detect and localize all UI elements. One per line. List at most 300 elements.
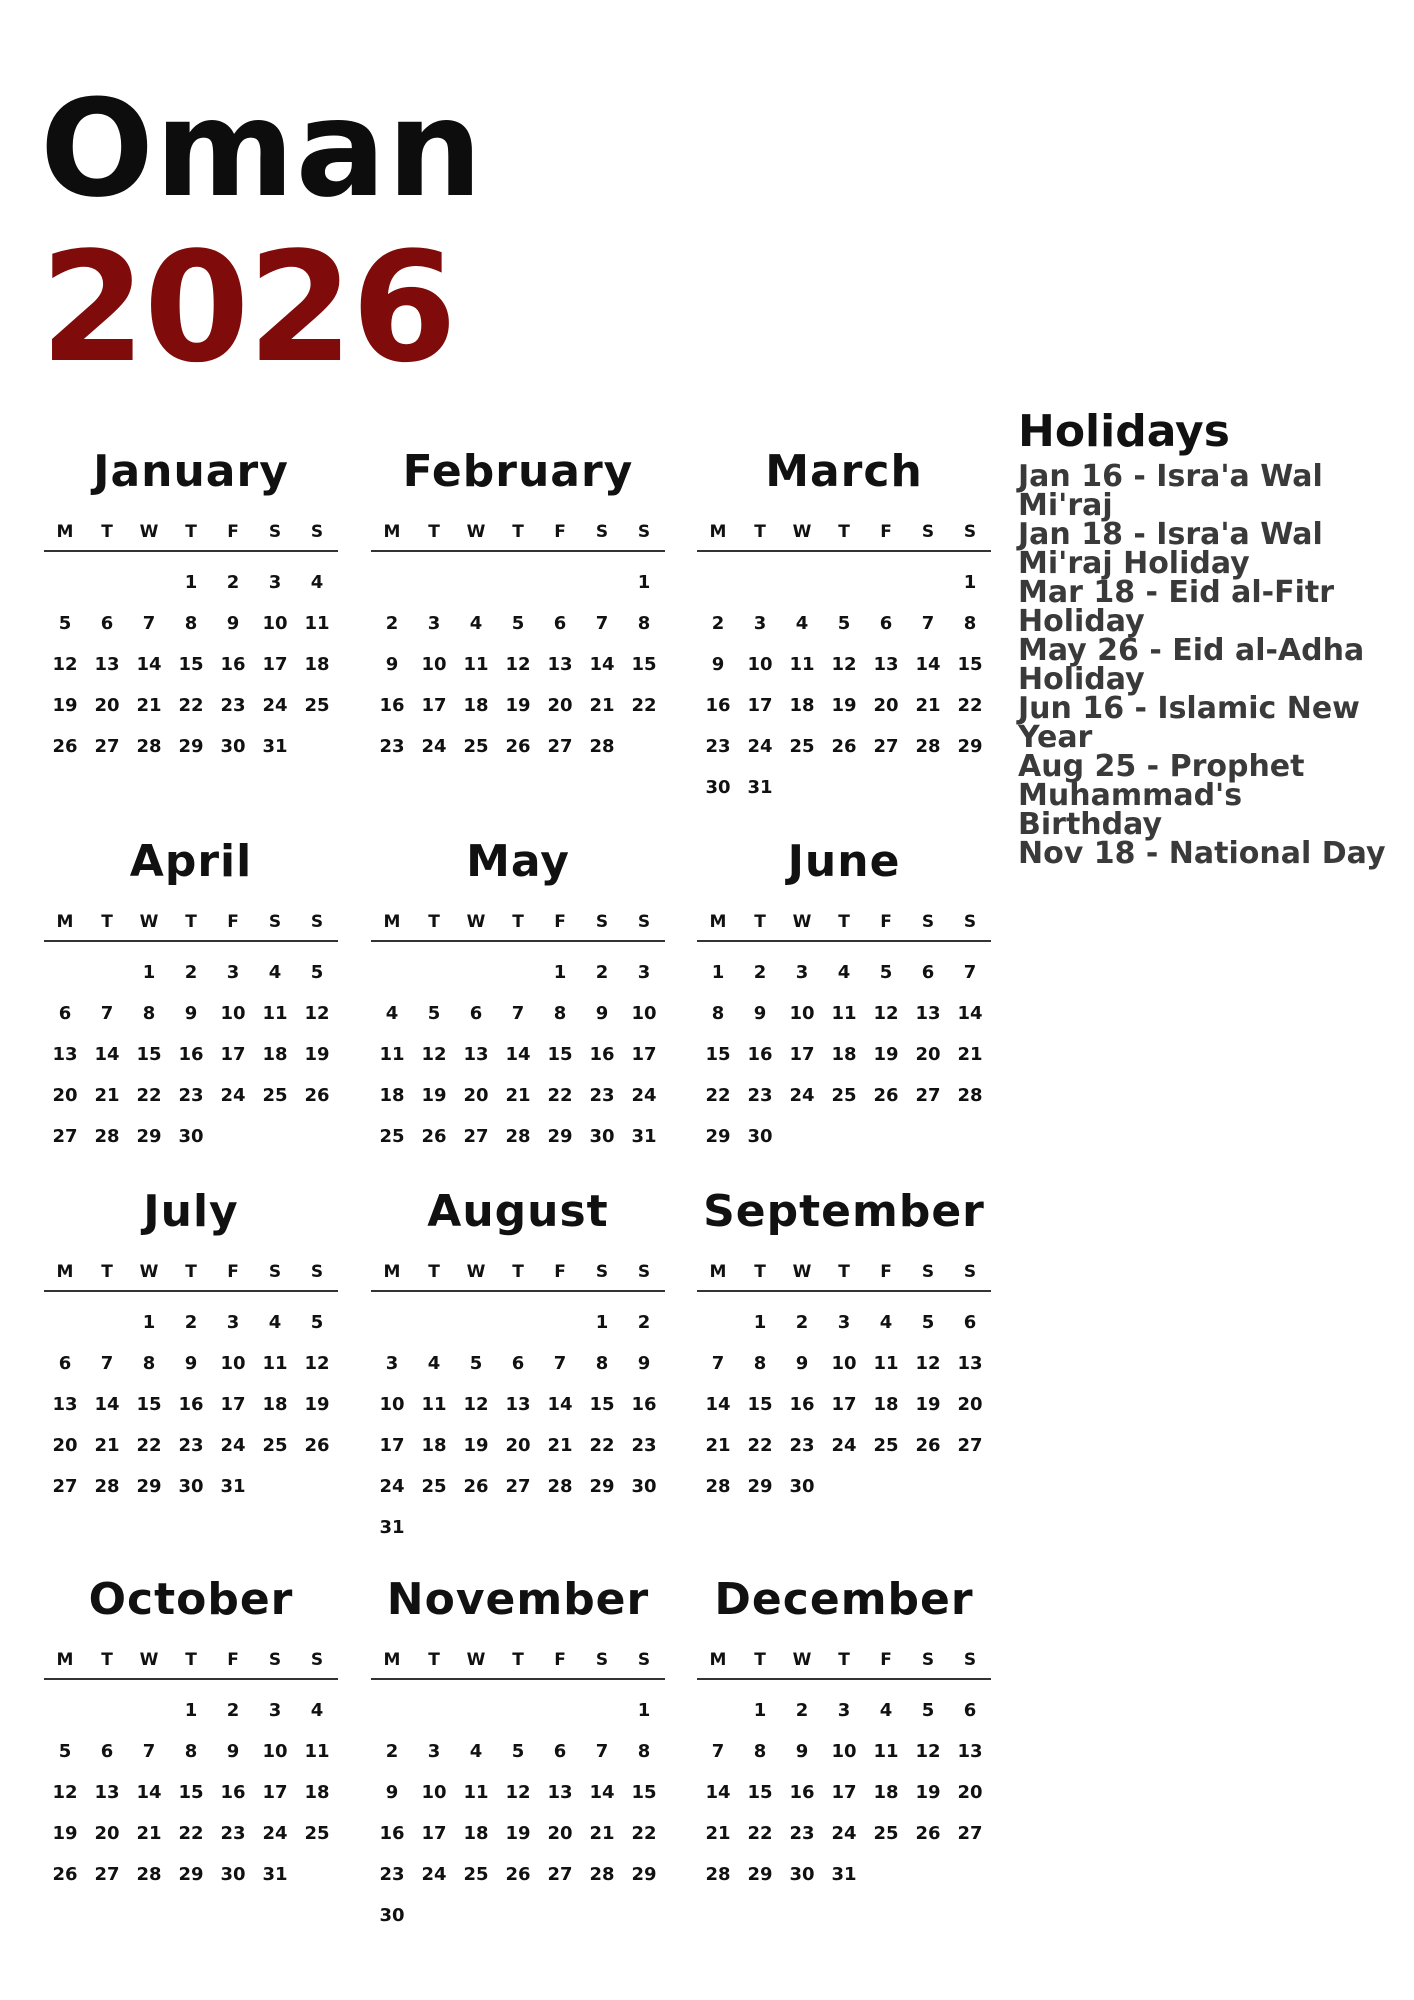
day-cell: 21: [589, 695, 615, 716]
weekday-label: M: [383, 912, 401, 932]
day-cell: 12: [873, 1003, 899, 1024]
day-cell: 27: [94, 736, 120, 757]
day-cell: 10: [421, 654, 447, 675]
weekday-label: F: [554, 1650, 566, 1670]
day-cell: 2: [226, 572, 240, 593]
empty-cell: [497, 952, 539, 993]
empty-cell: [455, 562, 497, 603]
day-cell: 1: [753, 1700, 767, 1721]
weekday-label: T: [101, 1650, 113, 1670]
day-cell: 16: [220, 654, 246, 675]
weekday-label: T: [838, 912, 850, 932]
day-cell: 27: [547, 736, 573, 757]
day-cell: 22: [747, 1435, 773, 1456]
day-cell: 1: [184, 572, 198, 593]
day-cell: 5: [310, 1312, 324, 1333]
day-cell: 15: [705, 1044, 731, 1065]
day-cell: 8: [142, 1003, 156, 1024]
day-cell: 20: [94, 695, 120, 716]
day-cell: 24: [421, 1864, 447, 1885]
day-cell: 17: [631, 1044, 657, 1065]
month-november: [371, 1574, 665, 1936]
day-cell: 21: [136, 1823, 162, 1844]
day-grid: [697, 952, 991, 1157]
day-cell: 20: [94, 1823, 120, 1844]
month-name: March: [765, 446, 923, 497]
day-cell: 25: [379, 1126, 405, 1147]
day-cell: 4: [268, 1312, 282, 1333]
weekday-label: F: [554, 522, 566, 542]
weekday-label: S: [268, 522, 282, 542]
day-cell: 6: [963, 1312, 977, 1333]
weekday-label: F: [227, 1650, 239, 1670]
year-title: 2026: [40, 219, 456, 396]
weekday-label: S: [963, 1262, 977, 1282]
weekday-label: W: [139, 1262, 159, 1282]
day-cell: 12: [52, 1782, 78, 1803]
empty-cell: [44, 562, 86, 603]
day-cell: 1: [963, 572, 977, 593]
weekday-label: S: [637, 1650, 651, 1670]
weekday-label: S: [921, 522, 935, 542]
day-cell: 7: [595, 613, 609, 634]
day-cell: 4: [310, 572, 324, 593]
weekday-label: T: [185, 1262, 197, 1282]
day-cell: 17: [831, 1394, 857, 1415]
day-cell: 22: [589, 1435, 615, 1456]
weekday-label: M: [709, 912, 727, 932]
weekday-header: [371, 912, 665, 942]
day-cell: 8: [142, 1353, 156, 1374]
day-cell: 7: [711, 1741, 725, 1762]
day-cell: 17: [262, 654, 288, 675]
weekday-label: T: [185, 1650, 197, 1670]
day-cell: 9: [226, 613, 240, 634]
weekday-label: W: [466, 522, 486, 542]
holidays-panel: [1018, 406, 1388, 871]
month-july: [44, 1186, 338, 1507]
empty-cell: [44, 1302, 86, 1343]
weekday-label: F: [554, 1262, 566, 1282]
empty-cell: [413, 1302, 455, 1343]
day-cell: 29: [178, 736, 204, 757]
day-cell: 10: [421, 1782, 447, 1803]
day-cell: 29: [957, 736, 983, 757]
day-cell: 2: [184, 962, 198, 983]
weekday-label: W: [466, 912, 486, 932]
holidays-title: Holidays: [1018, 406, 1230, 457]
empty-cell: [413, 952, 455, 993]
day-cell: 27: [547, 1864, 573, 1885]
day-cell: 29: [178, 1864, 204, 1885]
day-cell: 9: [226, 1741, 240, 1762]
day-cell: 10: [379, 1394, 405, 1415]
weekday-header: [697, 912, 991, 942]
weekday-label: T: [838, 1650, 850, 1670]
day-cell: 11: [262, 1003, 288, 1024]
day-cell: 28: [547, 1476, 573, 1497]
holiday-item: Jan 16 - Isra'a Wal Mi'raj: [1018, 459, 1323, 523]
day-cell: 15: [589, 1394, 615, 1415]
day-cell: 22: [747, 1823, 773, 1844]
weekday-label: T: [185, 522, 197, 542]
day-cell: 19: [831, 695, 857, 716]
day-cell: 7: [100, 1003, 114, 1024]
weekday-label: F: [227, 522, 239, 542]
day-cell: 2: [595, 962, 609, 983]
weekday-label: S: [268, 1650, 282, 1670]
empty-cell: [128, 1690, 170, 1731]
empty-cell: [497, 1690, 539, 1731]
weekday-label: M: [709, 1650, 727, 1670]
empty-cell: [371, 1690, 413, 1731]
day-cell: 14: [136, 1782, 162, 1803]
weekday-label: T: [428, 522, 440, 542]
day-cell: 19: [421, 1085, 447, 1106]
day-cell: 13: [547, 1782, 573, 1803]
day-cell: 27: [52, 1476, 78, 1497]
day-cell: 16: [379, 1823, 405, 1844]
day-cell: 25: [873, 1823, 899, 1844]
day-cell: 27: [463, 1126, 489, 1147]
day-cell: 6: [58, 1353, 72, 1374]
weekday-label: W: [139, 1650, 159, 1670]
day-cell: 19: [915, 1782, 941, 1803]
day-cell: 25: [789, 736, 815, 757]
day-cell: 14: [94, 1394, 120, 1415]
weekday-label: M: [383, 1650, 401, 1670]
holiday-item: Mar 18 - Eid al-Fitr Holiday: [1018, 575, 1335, 639]
day-cell: 4: [879, 1312, 893, 1333]
weekday-label: S: [637, 1262, 651, 1282]
day-cell: 12: [463, 1394, 489, 1415]
day-cell: 4: [385, 1003, 399, 1024]
month-name: April: [129, 836, 253, 887]
day-cell: 30: [631, 1476, 657, 1497]
day-cell: 28: [915, 736, 941, 757]
day-cell: 11: [421, 1394, 447, 1415]
empty-cell: [539, 562, 581, 603]
weekday-label: S: [637, 522, 651, 542]
weekday-label: T: [101, 912, 113, 932]
day-cell: 1: [184, 1700, 198, 1721]
day-cell: 7: [511, 1003, 525, 1024]
day-cell: 11: [873, 1741, 899, 1762]
weekday-header: [44, 1650, 338, 1680]
empty-cell: [44, 1690, 86, 1731]
day-cell: 16: [379, 695, 405, 716]
empty-cell: [86, 1302, 128, 1343]
day-cell: 14: [915, 654, 941, 675]
empty-cell: [581, 1690, 623, 1731]
day-cell: 3: [427, 1741, 441, 1762]
weekday-label: W: [792, 912, 812, 932]
day-cell: 5: [879, 962, 893, 983]
day-cell: 20: [505, 1435, 531, 1456]
day-cell: 26: [915, 1823, 941, 1844]
weekday-label: T: [512, 522, 524, 542]
day-cell: 26: [505, 1864, 531, 1885]
day-cell: 17: [262, 1782, 288, 1803]
day-cell: 6: [100, 1741, 114, 1762]
day-cell: 28: [957, 1085, 983, 1106]
day-cell: 11: [789, 654, 815, 675]
day-cell: 28: [589, 1864, 615, 1885]
day-cell: 6: [553, 613, 567, 634]
day-cell: 23: [747, 1085, 773, 1106]
day-cell: 9: [595, 1003, 609, 1024]
month-april: [44, 836, 338, 1157]
weekday-label: T: [101, 522, 113, 542]
day-grid: [697, 562, 991, 808]
day-cell: 27: [52, 1126, 78, 1147]
day-cell: 15: [631, 654, 657, 675]
weekday-label: T: [428, 1650, 440, 1670]
day-cell: 26: [505, 736, 531, 757]
weekday-label: S: [268, 1262, 282, 1282]
day-cell: 16: [789, 1782, 815, 1803]
day-cell: 8: [711, 1003, 725, 1024]
day-cell: 20: [547, 695, 573, 716]
day-cell: 13: [52, 1394, 78, 1415]
day-cell: 22: [178, 1823, 204, 1844]
empty-cell: [86, 1690, 128, 1731]
day-cell: 17: [789, 1044, 815, 1065]
day-cell: 19: [304, 1044, 330, 1065]
empty-cell: [371, 562, 413, 603]
day-cell: 3: [268, 1700, 282, 1721]
day-cell: 24: [631, 1085, 657, 1106]
day-cell: 23: [178, 1085, 204, 1106]
day-cell: 28: [705, 1864, 731, 1885]
empty-cell: [455, 1302, 497, 1343]
month-january: [44, 446, 338, 767]
day-cell: 10: [220, 1003, 246, 1024]
weekday-label: S: [921, 912, 935, 932]
day-cell: 16: [789, 1394, 815, 1415]
day-cell: 8: [753, 1741, 767, 1762]
day-cell: 21: [957, 1044, 983, 1065]
day-cell: 28: [94, 1476, 120, 1497]
day-cell: 16: [178, 1044, 204, 1065]
day-cell: 13: [94, 1782, 120, 1803]
day-cell: 7: [142, 1741, 156, 1762]
empty-cell: [86, 562, 128, 603]
day-cell: 19: [52, 695, 78, 716]
day-grid: [371, 562, 665, 767]
day-cell: 30: [789, 1864, 815, 1885]
day-cell: 3: [795, 962, 809, 983]
day-cell: 23: [789, 1435, 815, 1456]
day-cell: 9: [711, 654, 725, 675]
day-cell: 14: [547, 1394, 573, 1415]
day-grid: [697, 1690, 991, 1895]
weekday-label: M: [709, 1262, 727, 1282]
weekday-header: [44, 522, 338, 552]
day-cell: 25: [304, 695, 330, 716]
day-cell: 28: [589, 736, 615, 757]
day-cell: 7: [100, 1353, 114, 1374]
day-cell: 8: [963, 613, 977, 634]
month-name: September: [703, 1186, 985, 1237]
day-cell: 4: [795, 613, 809, 634]
day-cell: 11: [262, 1353, 288, 1374]
day-cell: 27: [957, 1823, 983, 1844]
day-cell: 18: [379, 1085, 405, 1106]
day-cell: 17: [831, 1782, 857, 1803]
month-february: [371, 446, 665, 767]
day-cell: 3: [226, 1312, 240, 1333]
day-cell: 23: [220, 1823, 246, 1844]
day-cell: 12: [505, 1782, 531, 1803]
month-october: [44, 1574, 338, 1895]
empty-cell: [781, 562, 823, 603]
day-cell: 13: [547, 654, 573, 675]
day-cell: 22: [631, 695, 657, 716]
day-cell: 2: [385, 613, 399, 634]
weekday-label: S: [963, 522, 977, 542]
day-cell: 25: [463, 736, 489, 757]
month-name: May: [466, 836, 570, 887]
empty-cell: [371, 952, 413, 993]
weekday-label: T: [838, 1262, 850, 1282]
day-cell: 8: [184, 613, 198, 634]
day-cell: 24: [747, 736, 773, 757]
day-cell: 31: [631, 1126, 657, 1147]
day-cell: 31: [262, 736, 288, 757]
weekday-header: [44, 912, 338, 942]
day-cell: 3: [427, 613, 441, 634]
day-cell: 30: [705, 777, 731, 798]
day-cell: 21: [705, 1823, 731, 1844]
day-cell: 18: [873, 1394, 899, 1415]
weekday-label: M: [383, 522, 401, 542]
weekday-header: [371, 1650, 665, 1680]
day-cell: 10: [262, 1741, 288, 1762]
day-cell: 5: [921, 1312, 935, 1333]
day-cell: 24: [789, 1085, 815, 1106]
day-cell: 24: [421, 736, 447, 757]
weekday-label: W: [792, 1262, 812, 1282]
day-cell: 9: [184, 1003, 198, 1024]
weekday-label: S: [310, 522, 324, 542]
day-cell: 3: [637, 962, 651, 983]
day-cell: 30: [178, 1126, 204, 1147]
day-grid: [44, 1690, 338, 1895]
day-cell: 27: [505, 1476, 531, 1497]
empty-cell: [497, 1302, 539, 1343]
day-cell: 31: [379, 1517, 405, 1538]
day-grid: [44, 1302, 338, 1507]
day-cell: 1: [637, 572, 651, 593]
weekday-label: W: [466, 1262, 486, 1282]
weekday-label: W: [792, 1650, 812, 1670]
day-cell: 23: [220, 695, 246, 716]
day-cell: 27: [873, 736, 899, 757]
month-august: [371, 1186, 665, 1548]
day-cell: 23: [379, 1864, 405, 1885]
day-cell: 15: [747, 1394, 773, 1415]
weekday-header: [371, 522, 665, 552]
empty-cell: [413, 562, 455, 603]
day-cell: 15: [631, 1782, 657, 1803]
day-cell: 10: [747, 654, 773, 675]
day-cell: 26: [52, 736, 78, 757]
holiday-list: [1018, 459, 1388, 871]
day-cell: 20: [463, 1085, 489, 1106]
empty-cell: [497, 562, 539, 603]
day-cell: 22: [631, 1823, 657, 1844]
day-cell: 28: [136, 736, 162, 757]
weekday-label: S: [637, 912, 651, 932]
day-cell: 18: [873, 1782, 899, 1803]
day-cell: 22: [136, 1435, 162, 1456]
day-cell: 6: [553, 1741, 567, 1762]
day-cell: 15: [178, 1782, 204, 1803]
day-cell: 20: [915, 1044, 941, 1065]
weekday-label: T: [838, 522, 850, 542]
weekday-label: T: [754, 1650, 766, 1670]
day-cell: 1: [711, 962, 725, 983]
day-cell: 10: [831, 1353, 857, 1374]
day-cell: 1: [553, 962, 567, 983]
day-cell: 26: [304, 1085, 330, 1106]
day-cell: 26: [873, 1085, 899, 1106]
weekday-label: W: [466, 1650, 486, 1670]
day-cell: 20: [547, 1823, 573, 1844]
day-cell: 17: [421, 1823, 447, 1844]
day-cell: 6: [963, 1700, 977, 1721]
day-cell: 4: [879, 1700, 893, 1721]
day-cell: 12: [505, 654, 531, 675]
day-cell: 6: [469, 1003, 483, 1024]
day-cell: 17: [379, 1435, 405, 1456]
day-cell: 30: [220, 736, 246, 757]
day-cell: 14: [136, 654, 162, 675]
day-cell: 3: [837, 1312, 851, 1333]
weekday-label: S: [963, 912, 977, 932]
day-cell: 26: [915, 1435, 941, 1456]
weekday-label: S: [963, 1650, 977, 1670]
day-cell: 18: [262, 1394, 288, 1415]
day-cell: 24: [220, 1085, 246, 1106]
day-cell: 4: [837, 962, 851, 983]
empty-cell: [413, 1690, 455, 1731]
day-cell: 12: [304, 1003, 330, 1024]
day-cell: 8: [753, 1353, 767, 1374]
month-march: [697, 446, 991, 808]
day-cell: 14: [505, 1044, 531, 1065]
day-cell: 15: [136, 1394, 162, 1415]
weekday-label: S: [595, 1650, 609, 1670]
day-cell: 10: [220, 1353, 246, 1374]
holiday-item: Nov 18 - National Day: [1018, 836, 1386, 871]
day-cell: 2: [226, 1700, 240, 1721]
day-cell: 14: [589, 654, 615, 675]
day-cell: 19: [915, 1394, 941, 1415]
day-cell: 6: [100, 613, 114, 634]
month-name: August: [427, 1186, 609, 1237]
weekday-label: F: [880, 1262, 892, 1282]
empty-cell: [907, 562, 949, 603]
day-cell: 30: [589, 1126, 615, 1147]
weekday-label: S: [310, 1262, 324, 1282]
month-name: December: [714, 1574, 974, 1625]
day-cell: 26: [831, 736, 857, 757]
day-cell: 1: [142, 1312, 156, 1333]
weekday-label: F: [880, 912, 892, 932]
weekday-label: T: [512, 1650, 524, 1670]
